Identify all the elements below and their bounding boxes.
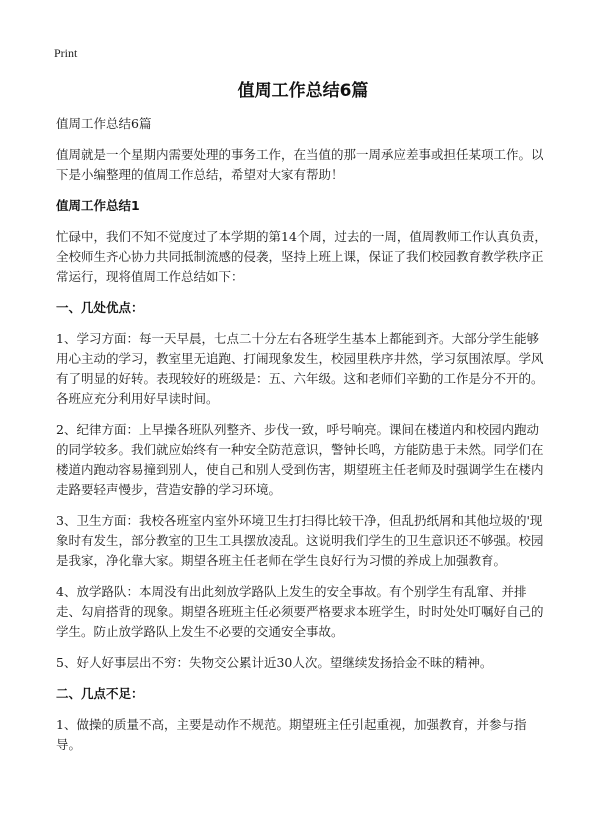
- shortcoming-paragraph-1: 1、做操的质量不高，主要是动作不规范。期望班主任引起重视，加强教育，并参与指导。: [56, 717, 527, 752]
- advantage-paragraph-3: 3、卫生方面：我校各班室内室外环境卫生打扫得比较干净，但乱扔纸屑和其他垃圾的'现象时有发生，部分教室的卫生工具摆放凌乱。这说明我们学生的卫生意识还不够强。校园是我家，净化靠大家。期望各班主任老师在学生良好行为习惯的养成上加强教育。: [56, 513, 544, 568]
- advantage-paragraph-4: 4、放学路队：本周没有出此刻放学路队上发生的安全事故。有个别学生有乱窜、并排走、勾肩搭背的现象。期望各班班主任必须要严格要求本班学生，时时处处叮嘱好自己的学生。防止放学路队上发生不必要的交通安全事故。: [56, 584, 544, 639]
- advantages-heading: 一、几处优点：: [56, 300, 144, 315]
- advantage-paragraph-2: 2、纪律方面：上早操各班队列整齐、步伐一致，呼号响亮。课间在楼道内和校园内跑动的同学较多。我们就应始终有一种安全防范意识，警钟长鸣，方能防患于未然。同学们在楼道内跑动容易撞到别人，使自己和别人受到伤害，期望班主任老师及时强调学生在楼内走路要轻声慢步，营造安静的学习环境。: [56, 422, 544, 497]
- section-heading-1: 值周工作总结1: [56, 198, 140, 213]
- document-body: [56, 80, 550, 766]
- intro-paragraph: 值周就是一个星期内需要处理的事务工作，在当值的那一周承应差事或担任某项工作。以下是小编整理的值周工作总结，希望对大家有帮助！: [56, 147, 544, 182]
- section-1-intro-paragraph: 忙碌中，我们不知不觉度过了本学期的第14个周，过去的一周，值周教师工作认真负责，全校师生齐心协力共同抵制流感的侵袭，坚持上班上课，保证了我们校园教育教学秩序正常运行，现将值周工作总结如下：: [56, 229, 547, 284]
- print-link[interactable]: Print: [54, 46, 78, 60]
- shortcomings-heading: 二、几点不足：: [56, 686, 144, 701]
- page-title: 值周工作总结6篇: [237, 81, 369, 101]
- advantage-paragraph-1: 1、学习方面：每一天早晨，七点二十分左右各班学生基本上都能到齐。大部分学生能够用心主动的学习，教室里无追跑、打闹现象发生，校园里秩序井然，学习氛围浓厚。学风有了明显的好转。表现较好的班级是：五、六年级。这和老师们辛勤的工作是分不开的。各班应充分利用好早读时间。: [56, 331, 544, 406]
- advantage-paragraph-5: 5、好人好事层出不穷：失物交公累计近30人次。望继续发扬拾金不昧的精神。: [56, 655, 493, 670]
- document-subtitle: 值周工作总结6篇: [56, 116, 152, 131]
